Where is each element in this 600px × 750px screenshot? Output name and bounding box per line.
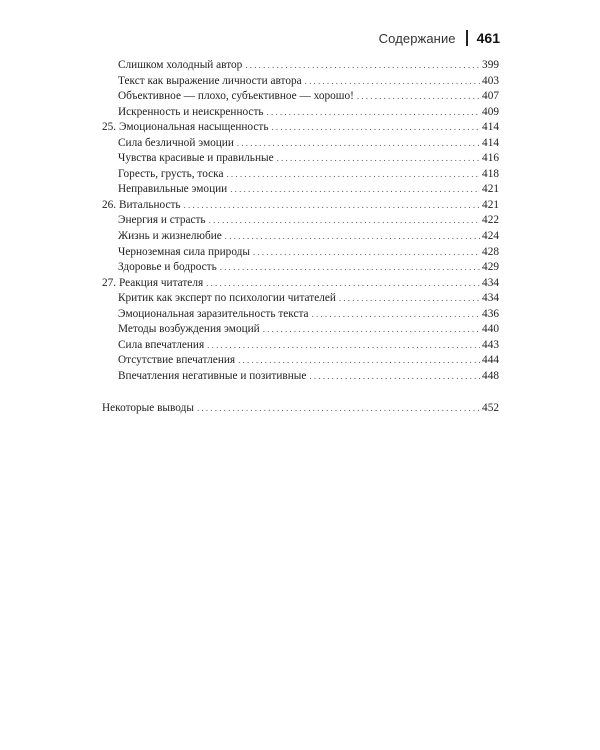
toc-entry-title: Отсутствие впечатления <box>118 354 236 367</box>
toc-entry-page: 418 <box>482 167 499 180</box>
dot-leader <box>206 276 480 292</box>
toc-entry-title: Текст как выражение личности автора <box>118 74 302 87</box>
dot-leader <box>263 322 480 338</box>
dot-leader <box>197 401 480 417</box>
toc-entry-page: 422 <box>482 214 499 227</box>
toc-subentry <box>102 307 499 323</box>
dot-leader <box>253 245 480 261</box>
toc-entry-title: Объективное — плохо, субъективное — хорошо! <box>118 90 354 103</box>
toc-entry-title: Горесть, грусть, тоска <box>118 167 224 180</box>
toc-entry-page: 443 <box>482 338 499 351</box>
toc-entry <box>102 198 499 214</box>
dot-leader <box>237 136 480 152</box>
toc-subentry <box>102 353 499 369</box>
toc-entry-title: Сила безличной эмоции <box>118 136 234 149</box>
toc-subentry <box>102 151 499 167</box>
toc-entry-page: 421 <box>482 183 499 196</box>
dot-leader <box>209 213 480 229</box>
toc-subentry <box>102 136 499 152</box>
running-head-divider <box>466 30 468 46</box>
dot-leader <box>309 369 480 385</box>
toc-entry-title: Искренность и неискренность <box>118 105 264 118</box>
toc-entry-page: 452 <box>482 402 499 415</box>
toc-entry-page: 414 <box>482 121 499 134</box>
dot-leader <box>277 151 480 167</box>
dot-leader <box>207 338 480 354</box>
toc-entry-page: 421 <box>482 198 499 211</box>
toc-entry <box>102 276 499 292</box>
running-head <box>379 30 500 46</box>
toc-subentry <box>102 291 499 307</box>
toc-subentry <box>102 322 499 338</box>
toc-entry-title: 25. Эмоциональная насыщенность <box>102 121 269 134</box>
toc-subentry <box>102 338 499 354</box>
toc-entry-title: 26. Витальность <box>102 198 181 211</box>
toc-entry-title: Некоторые выводы <box>102 402 194 415</box>
toc-entry-title: Энергия и страсть <box>118 214 206 227</box>
toc-entry-title: Неправильные эмоции <box>118 183 228 196</box>
toc-subentry <box>102 74 499 90</box>
toc-subentry <box>102 369 499 385</box>
table-of-contents <box>102 58 499 417</box>
dot-leader <box>220 260 480 276</box>
dot-leader <box>312 307 480 323</box>
toc-subentry <box>102 89 499 105</box>
toc-entry-page: 429 <box>482 261 499 274</box>
toc-entry-page: 403 <box>482 74 499 87</box>
toc-entry-page: 436 <box>482 307 499 320</box>
toc-subentry <box>102 260 499 276</box>
toc-subentry <box>102 167 499 183</box>
dot-leader <box>225 229 480 245</box>
toc-entry-page: 440 <box>482 323 499 336</box>
toc-entry-page: 434 <box>482 276 499 289</box>
toc-entry-title: Критик как эксперт по психологии читателей <box>118 292 336 305</box>
toc-entry-page: 409 <box>482 105 499 118</box>
toc-entry-page: 434 <box>482 292 499 305</box>
dot-leader <box>305 74 480 90</box>
toc-entry-page: 444 <box>482 354 499 367</box>
toc-entry <box>102 401 499 417</box>
toc-entry-page: 407 <box>482 90 499 103</box>
toc-entry-title: Методы возбуждения эмоций <box>118 323 260 336</box>
dot-leader <box>267 105 481 121</box>
toc-entry-title: Эмоциональная заразительность текста <box>118 307 309 320</box>
running-head-section: Содержание <box>378 30 456 46</box>
toc-entry-page: 414 <box>482 136 499 149</box>
dot-leader <box>238 353 480 369</box>
toc-entry-title: Чувства красивые и правильные <box>118 152 274 165</box>
page-number: 461 <box>476 30 500 46</box>
toc-entry-page: 424 <box>482 230 499 243</box>
toc-entry-title: Впечатления негативные и позитивные <box>118 369 307 382</box>
dot-leader <box>357 89 480 105</box>
toc-subentry <box>102 245 499 261</box>
toc-subentry <box>102 229 499 245</box>
toc-entry-title: Черноземная сила природы <box>118 245 250 258</box>
toc-subentry <box>102 58 499 74</box>
toc-entry-page: 416 <box>482 152 499 165</box>
toc-entry-title: Сила впечатления <box>118 338 205 351</box>
toc-subentry <box>102 213 499 229</box>
dot-leader <box>230 182 480 198</box>
toc-entry-title: Слишком холодный автор <box>118 59 243 71</box>
toc-entry-title: Жизнь и жизнелюбие <box>118 230 222 243</box>
dot-leader <box>226 167 480 183</box>
dot-leader <box>271 120 480 136</box>
toc-subentry <box>102 105 499 121</box>
dot-leader <box>184 198 480 214</box>
toc-entry-page: 399 <box>482 59 499 71</box>
dot-leader <box>339 291 480 307</box>
toc-subentry <box>102 182 499 198</box>
dot-leader <box>245 58 480 74</box>
toc-entry-page: 448 <box>482 369 499 382</box>
toc-entry-title: Здоровье и бодрость <box>118 261 217 274</box>
toc-entry-title: 27. Реакция читателя <box>102 276 204 289</box>
toc-entry-page: 428 <box>482 245 499 258</box>
toc-entry <box>102 120 499 136</box>
